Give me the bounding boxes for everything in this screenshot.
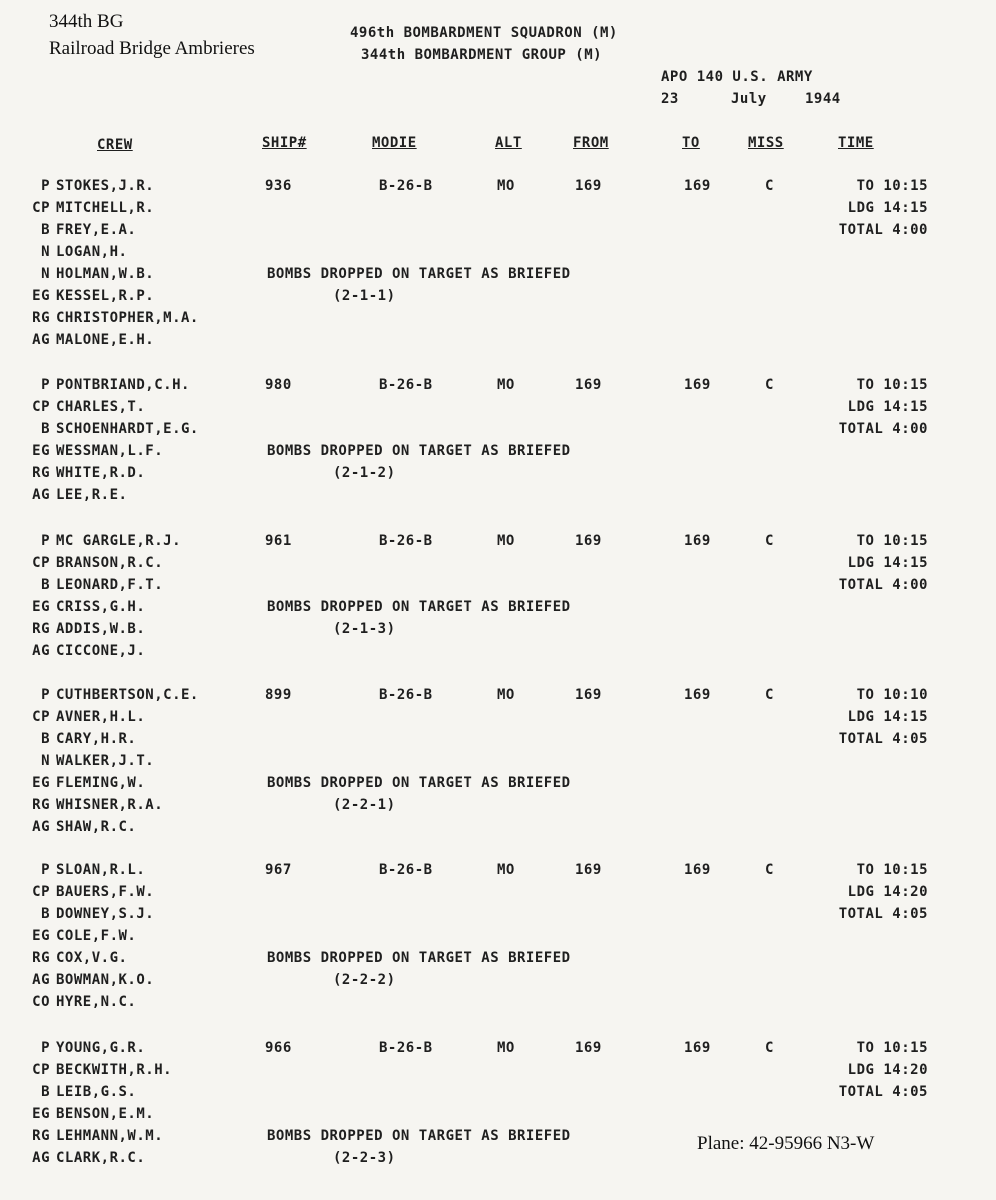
ship-number: 899 (265, 687, 292, 703)
crew-name: BENSON,E.M. (56, 1106, 155, 1122)
crew-position: AG (32, 643, 50, 659)
altitude: MO (497, 1040, 515, 1056)
aircraft-model: B-26-B (379, 1040, 433, 1056)
mission-code: C (765, 687, 774, 703)
crew-position: B (41, 222, 50, 238)
aircraft-model: B-26-B (379, 687, 433, 703)
crew-name: HOLMAN,W.B. (56, 266, 155, 282)
to-base: 169 (684, 533, 711, 549)
crew-member (12, 465, 145, 481)
from-base: 169 (575, 1040, 602, 1056)
crew-member (12, 178, 154, 194)
crew-position: EG (32, 443, 50, 459)
crew-name: COLE,F.W. (56, 928, 137, 944)
crew-name: STOKES,J.R. (56, 178, 155, 194)
crew-name: ADDIS,W.B. (56, 621, 146, 637)
crew-position: P (41, 178, 50, 194)
crew-position: RG (32, 310, 50, 326)
to-base: 169 (684, 178, 711, 194)
col-model: MODIE (372, 135, 417, 151)
from-base: 169 (575, 687, 602, 703)
crew-member (12, 555, 163, 571)
crew-position: AG (32, 972, 50, 988)
crew-name: SLOAN,R.L. (56, 862, 146, 878)
crew-position: CP (32, 709, 50, 725)
crew-member (12, 928, 136, 944)
landing-time: LDG 14:20 (847, 1062, 928, 1078)
ship-number: 961 (265, 533, 292, 549)
crew-name: WALKER,J.T. (56, 753, 155, 769)
bombing-result: BOMBS DROPPED ON TARGET AS BRIEFED (267, 266, 571, 282)
crew-member (12, 200, 154, 216)
aircraft-model: B-26-B (379, 533, 433, 549)
crew-name: LOGAN,H. (56, 244, 128, 260)
crew-member (12, 621, 145, 637)
crew-name: CICCONE,J. (56, 643, 146, 659)
crew-name: CHRISTOPHER,M.A. (56, 310, 199, 326)
flight-position: (2-2-1) (333, 797, 396, 813)
crew-member (12, 310, 199, 326)
crew-name: LEHMANN,W.M. (56, 1128, 164, 1144)
crew-name: WHITE,R.D. (56, 465, 146, 481)
aircraft-model: B-26-B (379, 862, 433, 878)
landing-time: LDG 14:20 (847, 884, 928, 900)
date-day: 23 (661, 91, 679, 107)
crew-position: RG (32, 950, 50, 966)
crew-member (12, 599, 145, 615)
crew-member (12, 731, 136, 747)
mission-code: C (765, 377, 774, 393)
crew-member (12, 399, 145, 415)
crew-position: CP (32, 399, 50, 415)
crew-name: KESSEL,R.P. (56, 288, 155, 304)
crew-position: N (41, 753, 50, 769)
crew-name: MC GARGLE,R.J. (56, 533, 182, 549)
crew-member (12, 244, 127, 260)
ship-number: 980 (265, 377, 292, 393)
crew-name: WESSMAN,L.F. (56, 443, 164, 459)
from-base: 169 (575, 533, 602, 549)
crew-position: CP (32, 200, 50, 216)
crew-name: MALONE,E.H. (56, 332, 155, 348)
crew-member (12, 288, 154, 304)
crew-name: SCHOENHARDT,E.G. (56, 421, 199, 437)
crew-position: AG (32, 332, 50, 348)
crew-name: LEE,R.E. (56, 487, 128, 503)
crew-member (12, 1084, 136, 1100)
col-from: FROM (573, 135, 609, 151)
crew-member (12, 884, 154, 900)
total-time: TOTAL 4:00 (838, 577, 928, 593)
crew-member (12, 533, 181, 549)
crew-member (12, 709, 145, 725)
crew-name: CRISS,G.H. (56, 599, 146, 615)
altitude: MO (497, 178, 515, 194)
crew-name: CARY,H.R. (56, 731, 137, 747)
crew-position: P (41, 862, 50, 878)
crew-position: N (41, 266, 50, 282)
crew-name: CHARLES,T. (56, 399, 146, 415)
crew-member (12, 753, 154, 769)
crew-name: YOUNG,G.R. (56, 1040, 146, 1056)
crew-member (12, 1106, 154, 1122)
crew-member (12, 577, 163, 593)
crew-position: P (41, 533, 50, 549)
crew-name: FLEMING,W. (56, 775, 146, 791)
takeoff-time: TO 10:15 (856, 377, 928, 393)
crew-name: BRANSON,R.C. (56, 555, 164, 571)
col-to: TO (682, 135, 700, 151)
crew-member (12, 1150, 145, 1166)
landing-time: LDG 14:15 (847, 555, 928, 571)
from-base: 169 (575, 178, 602, 194)
takeoff-time: TO 10:10 (856, 687, 928, 703)
aircraft-model: B-26-B (379, 377, 433, 393)
landing-time: LDG 14:15 (847, 399, 928, 415)
crew-position: P (41, 377, 50, 393)
crew-position: RG (32, 1128, 50, 1144)
corner-note-line1: 344th BG (49, 11, 124, 32)
mission-code: C (765, 1040, 774, 1056)
crew-position: RG (32, 621, 50, 637)
from-base: 169 (575, 862, 602, 878)
crew-name: FREY,E.A. (56, 222, 137, 238)
to-base: 169 (684, 1040, 711, 1056)
landing-time: LDG 14:15 (847, 200, 928, 216)
crew-position: B (41, 731, 50, 747)
crew-member (12, 797, 163, 813)
crew-position: P (41, 687, 50, 703)
to-base: 169 (684, 687, 711, 703)
flight-position: (2-2-3) (333, 1150, 396, 1166)
crew-name: SHAW,R.C. (56, 819, 137, 835)
col-time: TIME (838, 135, 874, 151)
bombing-result: BOMBS DROPPED ON TARGET AS BRIEFED (267, 599, 571, 615)
crew-name: LEIB,G.S. (56, 1084, 137, 1100)
from-base: 169 (575, 377, 602, 393)
crew-position: CP (32, 555, 50, 571)
ship-number: 967 (265, 862, 292, 878)
col-miss: MISS (748, 135, 784, 151)
crew-name: PONTBRIAND,C.H. (56, 377, 190, 393)
crew-position: AG (32, 487, 50, 503)
altitude: MO (497, 377, 515, 393)
crew-position: B (41, 906, 50, 922)
crew-position: CP (32, 1062, 50, 1078)
corner-note-line2: Railroad Bridge Ambrieres (49, 38, 255, 59)
crew-member (12, 222, 136, 238)
crew-member (12, 950, 127, 966)
total-time: TOTAL 4:05 (838, 731, 928, 747)
crew-member (12, 643, 145, 659)
crew-position: EG (32, 1106, 50, 1122)
crew-name: CUTHBERTSON,C.E. (56, 687, 199, 703)
crew-position: EG (32, 928, 50, 944)
takeoff-time: TO 10:15 (856, 862, 928, 878)
date-month: July (731, 91, 767, 107)
bombing-result: BOMBS DROPPED ON TARGET AS BRIEFED (267, 950, 571, 966)
ship-number: 936 (265, 178, 292, 194)
crew-name: DOWNEY,S.J. (56, 906, 155, 922)
bombing-result: BOMBS DROPPED ON TARGET AS BRIEFED (267, 443, 571, 459)
crew-member (12, 906, 154, 922)
crew-position: B (41, 577, 50, 593)
crew-position: EG (32, 775, 50, 791)
mission-code: C (765, 862, 774, 878)
crew-position: EG (32, 599, 50, 615)
altitude: MO (497, 533, 515, 549)
crew-position: EG (32, 288, 50, 304)
crew-member (12, 332, 154, 348)
total-time: TOTAL 4:05 (838, 1084, 928, 1100)
col-crew: CREW (97, 137, 133, 153)
takeoff-time: TO 10:15 (856, 533, 928, 549)
crew-position: RG (32, 797, 50, 813)
crew-member (12, 487, 127, 503)
crew-position: CO (32, 994, 50, 1010)
crew-member (12, 377, 190, 393)
crew-name: MITCHELL,R. (56, 200, 155, 216)
crew-position: CP (32, 884, 50, 900)
crew-member (12, 687, 199, 703)
crew-member (12, 443, 163, 459)
mission-code: C (765, 178, 774, 194)
ship-number: 966 (265, 1040, 292, 1056)
altitude: MO (497, 687, 515, 703)
crew-name: CLARK,R.C. (56, 1150, 146, 1166)
takeoff-time: TO 10:15 (856, 1040, 928, 1056)
col-ship: SHIP# (262, 135, 307, 151)
crew-member (12, 1128, 163, 1144)
crew-name: BECKWITH,R.H. (56, 1062, 173, 1078)
crew-position: N (41, 244, 50, 260)
to-base: 169 (684, 862, 711, 878)
crew-position: B (41, 421, 50, 437)
crew-position: AG (32, 1150, 50, 1166)
aircraft-model: B-26-B (379, 178, 433, 194)
squadron-title: 496th BOMBARDMENT SQUADRON (M) (350, 25, 618, 41)
plane-note: Plane: 42-95966 N3-W (697, 1133, 875, 1154)
altitude: MO (497, 862, 515, 878)
crew-member (12, 1062, 172, 1078)
date-year: 1944 (805, 91, 841, 107)
total-time: TOTAL 4:05 (838, 906, 928, 922)
total-time: TOTAL 4:00 (838, 421, 928, 437)
flight-position: (2-1-3) (333, 621, 396, 637)
mission-code: C (765, 533, 774, 549)
flight-position: (2-1-1) (333, 288, 396, 304)
crew-member (12, 266, 154, 282)
crew-member (12, 862, 145, 878)
crew-name: LEONARD,F.T. (56, 577, 164, 593)
crew-name: BOWMAN,K.O. (56, 972, 155, 988)
crew-position: RG (32, 465, 50, 481)
flight-position: (2-1-2) (333, 465, 396, 481)
crew-member (12, 994, 136, 1010)
landing-time: LDG 14:15 (847, 709, 928, 725)
crew-name: COX,V.G. (56, 950, 128, 966)
group-title: 344th BOMBARDMENT GROUP (M) (361, 47, 603, 63)
crew-member (12, 421, 199, 437)
flight-position: (2-2-2) (333, 972, 396, 988)
apo-line: APO 140 U.S. ARMY (661, 69, 813, 85)
crew-member (12, 1040, 145, 1056)
crew-name: BAUERS,F.W. (56, 884, 155, 900)
total-time: TOTAL 4:00 (838, 222, 928, 238)
bombing-result: BOMBS DROPPED ON TARGET AS BRIEFED (267, 1128, 571, 1144)
to-base: 169 (684, 377, 711, 393)
bombing-result: BOMBS DROPPED ON TARGET AS BRIEFED (267, 775, 571, 791)
crew-position: AG (32, 819, 50, 835)
crew-name: AVNER,H.L. (56, 709, 146, 725)
crew-position: P (41, 1040, 50, 1056)
takeoff-time: TO 10:15 (856, 178, 928, 194)
crew-position: B (41, 1084, 50, 1100)
crew-member (12, 775, 145, 791)
crew-member (12, 972, 154, 988)
crew-name: WHISNER,R.A. (56, 797, 164, 813)
crew-name: HYRE,N.C. (56, 994, 137, 1010)
crew-member (12, 819, 136, 835)
col-alt: ALT (495, 135, 522, 151)
